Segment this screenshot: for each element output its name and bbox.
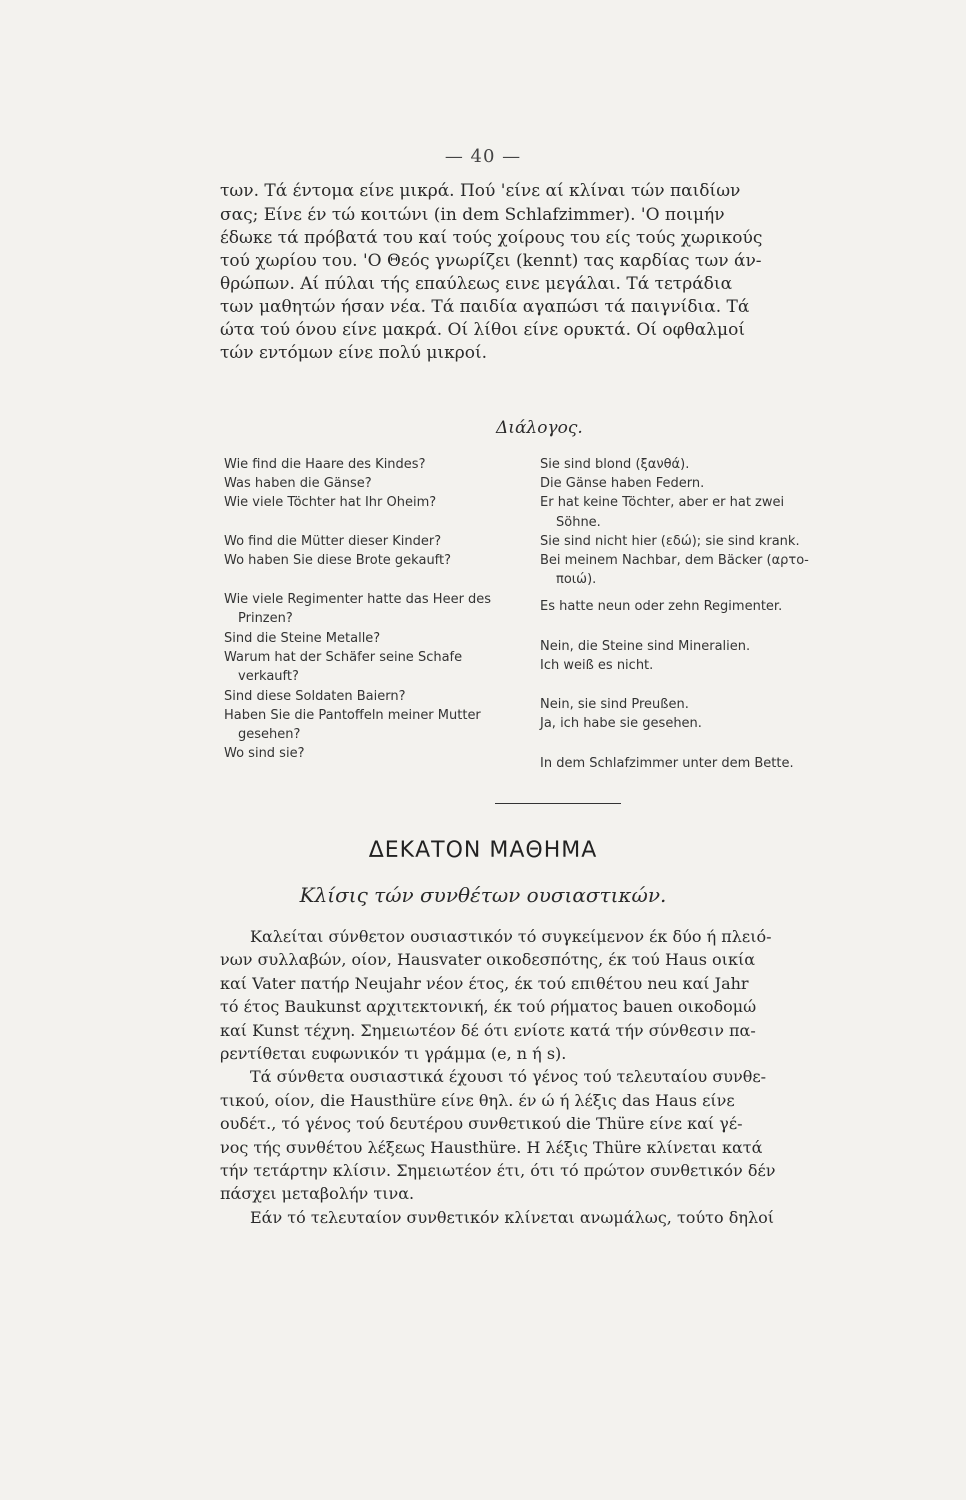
text-line: ρεντίθεται ευφωνικόν τι γράμμα (e, n ή s). (220, 1044, 567, 1064)
dialog-heading: Διάλογος. (496, 418, 583, 438)
dialog-answer: Söhne. (556, 515, 601, 530)
dialog-answer: Es hatte neun oder zehn Regimenter. (540, 599, 783, 614)
dialog-question: Wo sind sie? (224, 746, 305, 761)
dialog-answer: Ich weiß es nicht. (540, 658, 654, 673)
dialog-question: Wie find die Haare des Kindes? (224, 457, 426, 472)
text-line: των μαθητών ήσαν νέα. Τά παιδία αγαπώσι τά παιγνίδια. Τά (220, 297, 750, 317)
dialog-question: Wie viele Regimenter hatte das Heer des (224, 592, 492, 607)
dialog-question: gesehen? (238, 727, 301, 742)
text-line: Εάν τό τελευταίον συνθετικόν κλίνεται ανωμάλως, τούτο δηλοί (250, 1207, 774, 1227)
text-line: ουδέτ., τό γένος τού δευτέρου συνθετικού die Thüre είνε καί γέ- (220, 1114, 743, 1134)
dialog-question: Wo haben Sie diese Brote gekauft? (224, 553, 452, 568)
text-line: θρώπων. Αί πύλαι τής επαύλεως εινε μεγάλαι. Τά τετράδια (220, 274, 733, 294)
text-line: έδωκε τά πρόβατά του καί τούς χοίρους του είς τούς χωρικούς (220, 228, 763, 248)
dialog-question: Sind die Steine Metalle? (224, 631, 381, 646)
dialog-answer: Die Gänse haben Federn. (540, 476, 705, 491)
dialog-question: verkauft? (238, 669, 299, 684)
dialog-question: Wie viele Töchter hat Ihr Oheim? (224, 495, 437, 510)
dialog-question: Sind diese Soldaten Baiern? (224, 689, 406, 704)
text-line: τού χωρίου του. 'Ο Θεός γνωρίζει (kennt) τας καρδίας των άν- (220, 251, 762, 271)
dialog-answer: Sie sind blond (ξανθά). (540, 457, 690, 472)
section-divider (495, 803, 621, 804)
dialog-question: Haben Sie die Pantoffeln meiner Mutter (224, 708, 481, 723)
dialog-question: Prinzen? (238, 611, 293, 626)
dialog-answer: Sie sind nicht hier (εδώ); sie sind krank. (540, 534, 800, 549)
dialog-answer: Ja, ich habe sie gesehen. (540, 716, 702, 731)
text-line: σας; Είνε έν τώ κοιτώνι (in dem Schlafzimmer). 'Ο ποιμήν (220, 205, 725, 225)
dialog-answer: Er hat keine Töchter, aber er hat zwei (540, 495, 785, 510)
text-line: τό έτος Baukunst αρχιτεκτονική, έκ τού ρήματος bauen οικοδομώ (220, 997, 757, 1017)
dialog-answer: In dem Schlafzimmer unter dem Bette. (540, 756, 794, 771)
text-line: τήν τετάρτην κλίσιν. Σημειωτέον έτι, ότι τό πρώτον συνθετικόν δέν (220, 1161, 776, 1181)
text-line: καί Vater πατήρ Neujahr νέον έτος, έκ τού επιθέτου neu καί Jahr (220, 973, 749, 993)
text-line: των. Τά έντομα είνε μικρά. Πού 'είνε αί κλίναι τών παιδίων (220, 181, 741, 201)
text-line: τών εντόμων είνε πολύ μικροί. (220, 343, 488, 363)
dialog-answer: Bei meinem Nachbar, dem Bäcker (αρτο- (540, 553, 809, 568)
text-line: νος τής συνθέτου λέξεως Hausthüre. Η λέξις Thüre κλίνεται κατά (220, 1137, 763, 1157)
dialog-question: Was haben die Gänse? (224, 476, 372, 491)
text-line: Τά σύνθετα ουσιαστικά έχουσι τό γένος τού τελευταίου συνθε- (250, 1067, 767, 1087)
text-line: καί Kunst τέχνη. Σημειωτέον δέ ότι ενίοτε κατά τήν σύνθεσιν πα- (220, 1020, 756, 1040)
lesson-title: ΔΕΚΑΤΟΝ ΜΑΘΗΜΑ (368, 838, 598, 863)
text-line: νων συλλαβών, οίον, Hausvater οικοδεσπότης, έκ τού Haus οικία (220, 950, 756, 970)
text-line: Καλείται σύνθετον ουσιαστικόν τό συγκείμενον έκ δύο ή πλειό- (250, 927, 772, 946)
dialog-answer: ποιώ). (556, 572, 597, 587)
lesson-subtitle: Κλίσις τών συνθέτων ουσιαστικών. (299, 883, 667, 907)
lesson-body (220, 925, 880, 1229)
text-line: πάσχει μεταβολήν τινα. (220, 1184, 415, 1204)
dialog-question: Wo find die Mütter dieser Kinder? (224, 534, 442, 549)
page-number: — 40 — (444, 146, 522, 167)
intro-paragraph (220, 180, 872, 365)
dialog-question: Warum hat der Schäfer seine Schafe (224, 650, 463, 665)
dialog-answer: Nein, die Steine sind Mineralien. (540, 639, 751, 654)
text-line: ώτα τού όνου είνε μακρά. Οί λίθοι είνε ορυκτά. Οί οφθαλμοί (220, 320, 745, 340)
text-line: τικού, οίον, die Hausthüre είνε θηλ. έν ώ ή λέξις das Haus είνε (220, 1090, 735, 1110)
dialog-answer: Nein, sie sind Preußen. (540, 697, 689, 712)
